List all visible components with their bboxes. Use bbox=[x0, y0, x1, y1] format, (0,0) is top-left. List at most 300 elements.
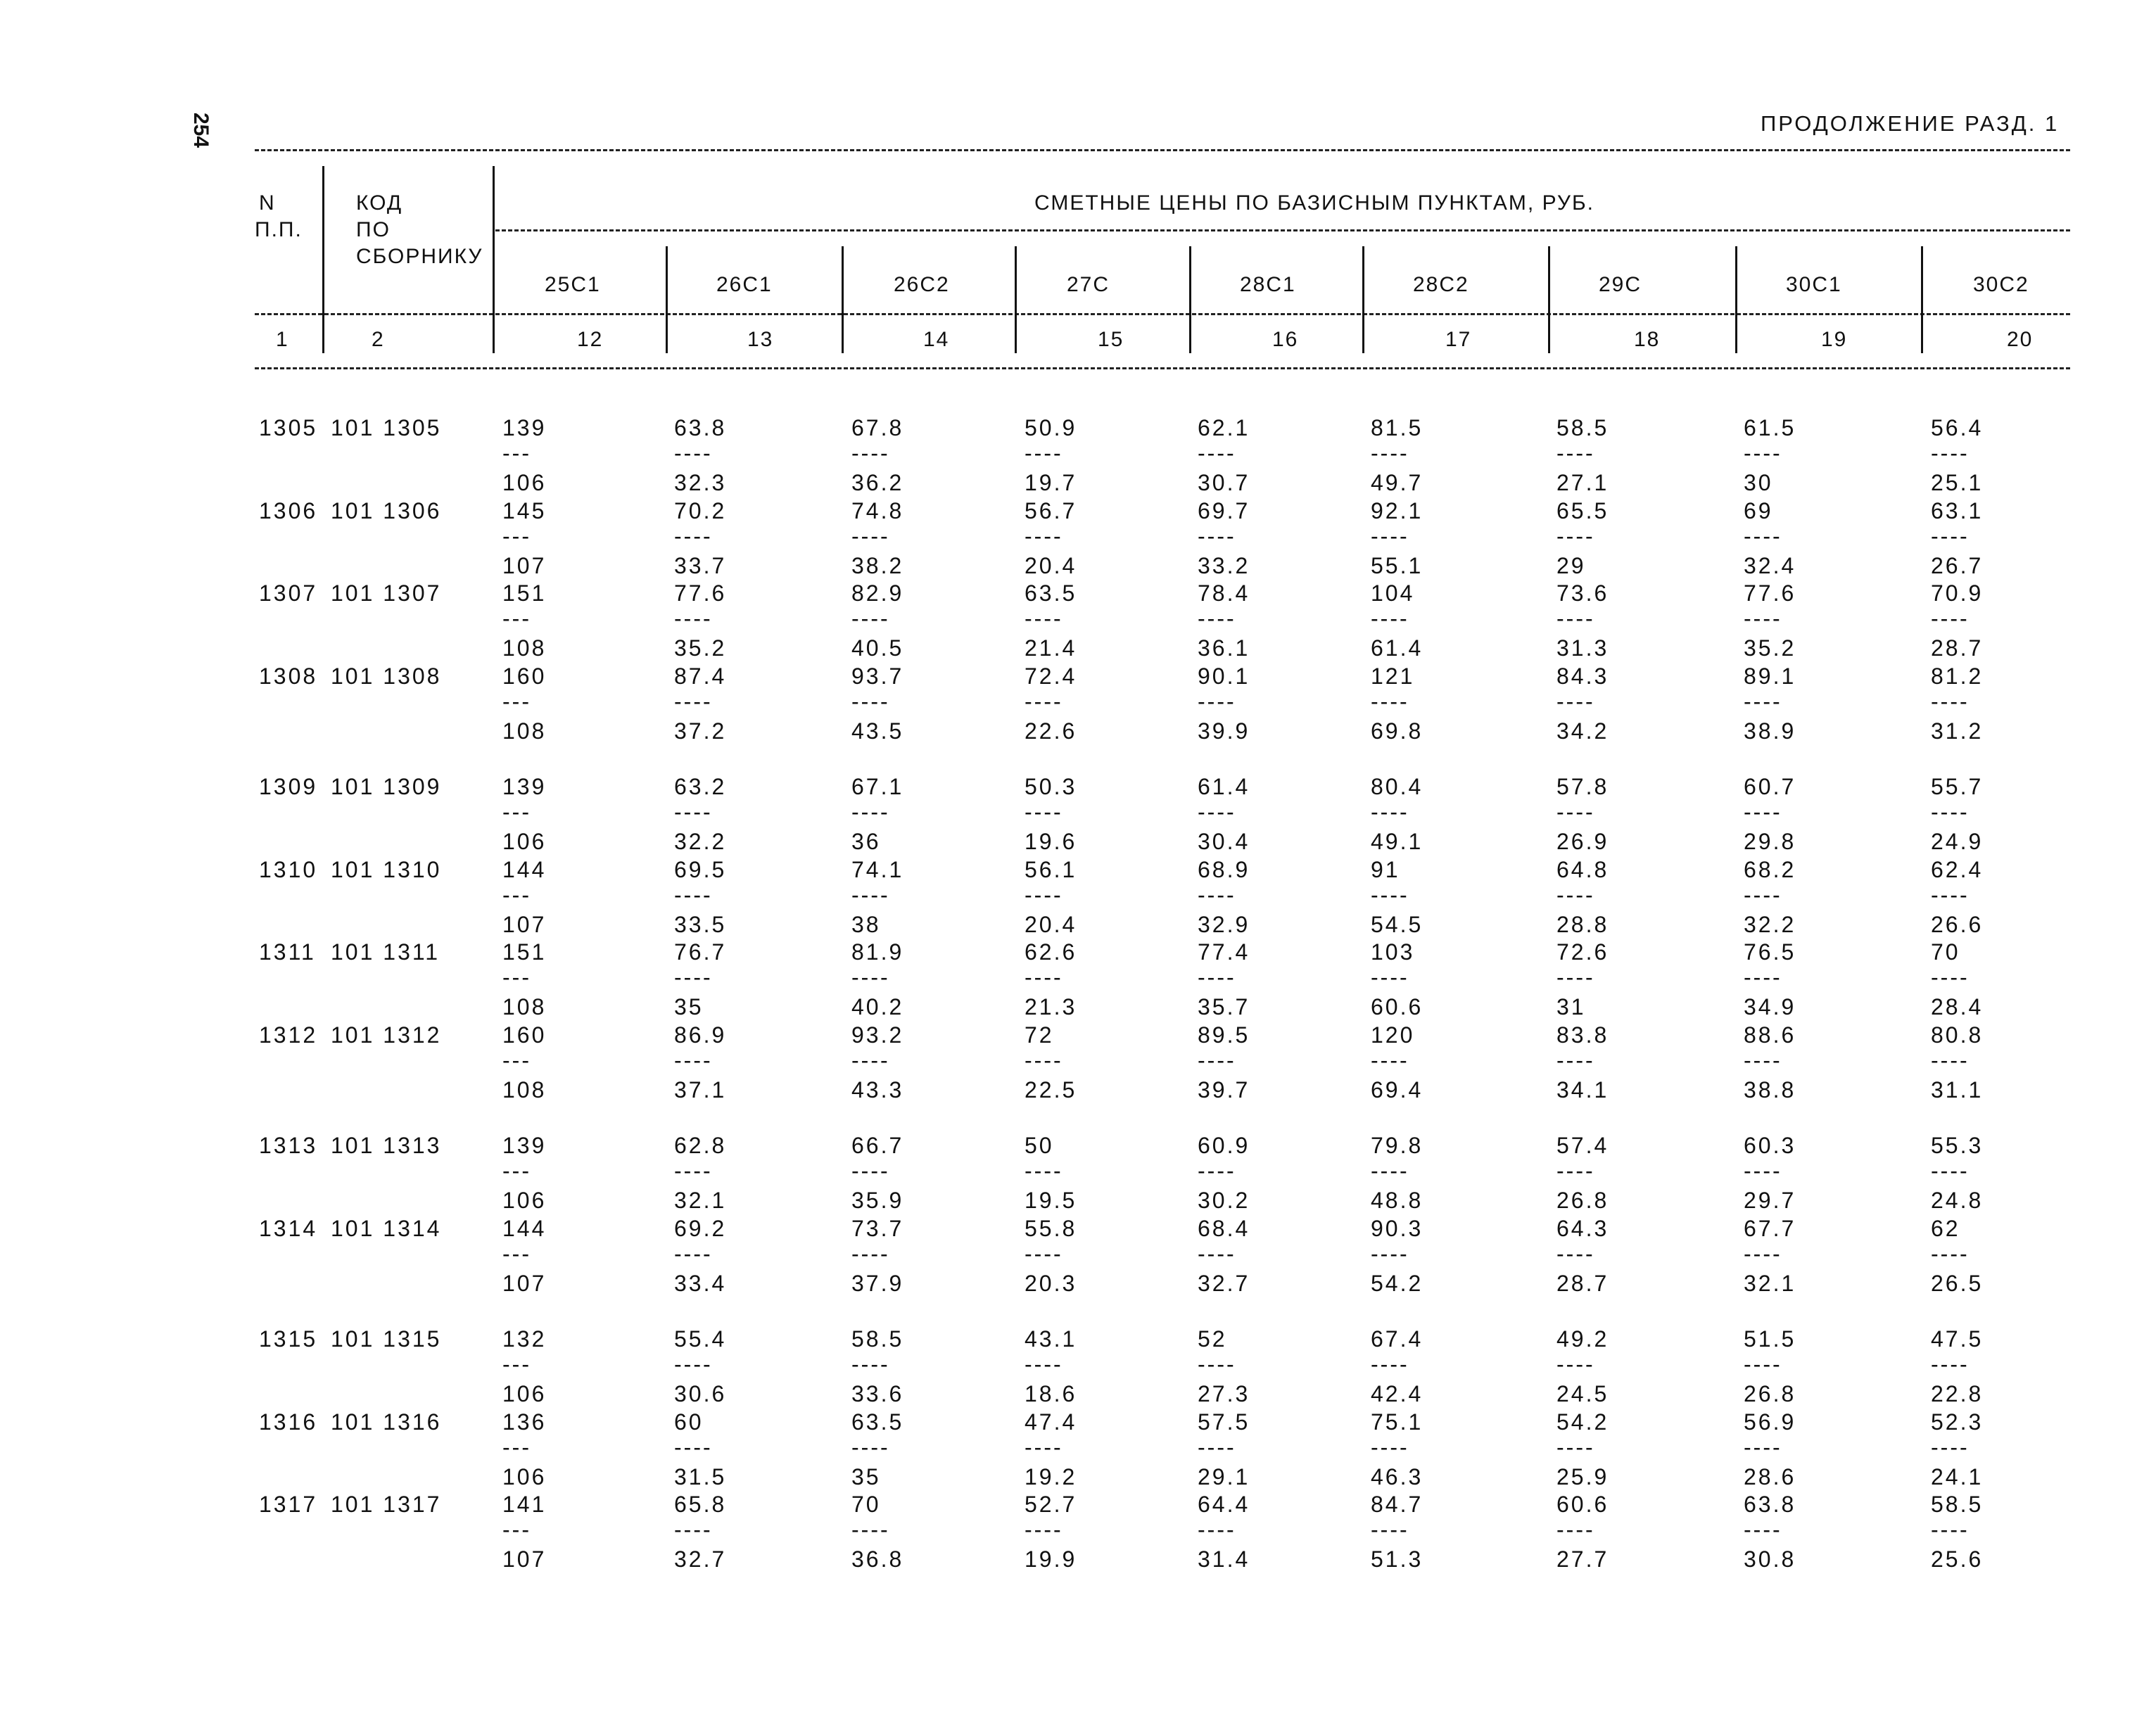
price-bottom: 108 bbox=[502, 994, 547, 1019]
fraction-dash: ---- bbox=[1025, 799, 1063, 825]
price-bottom: 60.6 bbox=[1371, 994, 1423, 1019]
price-bottom: 22.6 bbox=[1025, 718, 1077, 744]
price-bottom: 36.2 bbox=[851, 470, 904, 495]
price-bottom: 20.4 bbox=[1025, 911, 1077, 937]
price-bottom: 26.8 bbox=[1556, 1188, 1609, 1213]
price-top: 84.7 bbox=[1371, 1492, 1423, 1517]
price-top: 81.2 bbox=[1931, 663, 1984, 689]
header-mid-rule bbox=[255, 313, 2070, 315]
price-top: 69.2 bbox=[674, 1215, 727, 1241]
fraction-dash: ---- bbox=[1744, 606, 1782, 631]
price-top: 52.3 bbox=[1931, 1409, 1984, 1435]
fraction-dash: ---- bbox=[1556, 1352, 1595, 1377]
price-bottom: 32.1 bbox=[674, 1188, 727, 1213]
price-bottom: 30.7 bbox=[1198, 470, 1250, 495]
fraction-dash: ---- bbox=[674, 688, 713, 714]
price-column-separator bbox=[1735, 246, 1737, 353]
price-top: 104 bbox=[1371, 580, 1415, 606]
price-bottom: 29.8 bbox=[1744, 829, 1796, 854]
row-code: 101 1312 bbox=[331, 1022, 442, 1048]
fraction-dash: ---- bbox=[674, 1352, 713, 1377]
price-column-separator bbox=[1189, 246, 1191, 353]
price-top: 120 bbox=[1371, 1022, 1415, 1048]
price-top: 49.2 bbox=[1556, 1326, 1609, 1352]
price-bottom: 61.4 bbox=[1371, 635, 1423, 661]
price-bottom: 54.2 bbox=[1371, 1270, 1423, 1296]
price-bottom: 35.2 bbox=[1744, 635, 1796, 661]
fraction-dash: ---- bbox=[1931, 523, 1970, 549]
price-bottom: 24.1 bbox=[1931, 1463, 1984, 1489]
fraction-dash: --- bbox=[502, 1434, 531, 1460]
row-code: 101 1317 bbox=[331, 1492, 442, 1517]
fraction-dash: ---- bbox=[1198, 1047, 1236, 1073]
fraction-dash: ---- bbox=[1744, 1434, 1782, 1460]
price-bottom: 49.7 bbox=[1371, 470, 1423, 495]
price-bottom: 32.2 bbox=[674, 829, 727, 854]
price-bottom: 55.1 bbox=[1371, 552, 1423, 578]
fraction-dash: ---- bbox=[851, 1352, 890, 1377]
price-bottom: 32.7 bbox=[674, 1546, 727, 1572]
fraction-dash: ---- bbox=[1371, 799, 1409, 825]
price-top: 64.3 bbox=[1556, 1215, 1609, 1241]
fraction-dash: ---- bbox=[674, 1517, 713, 1542]
price-bottom: 38 bbox=[851, 911, 881, 937]
price-top: 62.1 bbox=[1198, 415, 1250, 440]
price-bottom: 25.6 bbox=[1931, 1546, 1984, 1572]
fraction-dash: ---- bbox=[1931, 440, 1970, 466]
row-code: 101 1309 bbox=[331, 774, 442, 799]
fraction-dash: --- bbox=[502, 1047, 531, 1073]
price-top: 58.5 bbox=[1556, 415, 1609, 440]
price-bottom: 51.3 bbox=[1371, 1546, 1423, 1572]
price-bottom: 39.9 bbox=[1198, 718, 1250, 744]
fraction-dash: ---- bbox=[1556, 1434, 1595, 1460]
fraction-dash: ---- bbox=[1025, 965, 1063, 990]
row-number: 1309 bbox=[259, 774, 318, 799]
price-bottom: 27.3 bbox=[1198, 1381, 1250, 1406]
point-header: 30С2 bbox=[1973, 273, 2029, 296]
price-top: 50 bbox=[1025, 1133, 1054, 1158]
price-top: 87.4 bbox=[674, 663, 727, 689]
price-top: 60.6 bbox=[1556, 1492, 1609, 1517]
price-column-separator bbox=[1921, 246, 1923, 353]
price-top: 91 bbox=[1371, 856, 1400, 882]
price-bottom: 25.9 bbox=[1556, 1463, 1609, 1489]
price-top: 63.2 bbox=[674, 774, 727, 799]
fraction-dash: ---- bbox=[1744, 882, 1782, 908]
price-top: 56.1 bbox=[1025, 856, 1077, 882]
row-code: 101 1310 bbox=[331, 856, 442, 882]
price-bottom: 108 bbox=[502, 635, 547, 661]
fraction-dash: ---- bbox=[1371, 1240, 1409, 1266]
fraction-dash: ---- bbox=[851, 965, 890, 990]
price-column-separator bbox=[1015, 246, 1017, 353]
row-code: 101 1307 bbox=[331, 580, 442, 606]
fraction-dash: ---- bbox=[851, 606, 890, 631]
price-bottom: 42.4 bbox=[1371, 1381, 1423, 1406]
fraction-dash: ---- bbox=[851, 523, 890, 549]
price-top: 52.7 bbox=[1025, 1492, 1077, 1517]
price-bottom: 35.9 bbox=[851, 1188, 904, 1213]
price-bottom: 31.3 bbox=[1556, 635, 1609, 661]
price-bottom: 28.8 bbox=[1556, 911, 1609, 937]
price-bottom: 32.9 bbox=[1198, 911, 1250, 937]
row-number: 1316 bbox=[259, 1409, 318, 1435]
fraction-dash: ---- bbox=[1371, 882, 1409, 908]
fraction-dash: ---- bbox=[851, 1517, 890, 1542]
fraction-dash: ---- bbox=[851, 799, 890, 825]
fraction-dash: ---- bbox=[1556, 1158, 1595, 1183]
column-number: 18 bbox=[1634, 328, 1661, 351]
fraction-dash: ---- bbox=[1744, 1517, 1782, 1542]
price-bottom: 43.3 bbox=[851, 1076, 904, 1103]
price-bottom: 29.1 bbox=[1198, 1463, 1250, 1489]
fraction-dash: --- bbox=[502, 1158, 531, 1183]
price-top: 50.3 bbox=[1025, 774, 1077, 799]
price-top: 70 bbox=[1931, 939, 1960, 965]
row-number: 1317 bbox=[259, 1492, 318, 1517]
column-number: 15 bbox=[1098, 328, 1124, 351]
price-bottom: 106 bbox=[502, 470, 547, 495]
fraction-dash: ---- bbox=[1744, 799, 1782, 825]
price-top: 57.8 bbox=[1556, 774, 1609, 799]
price-bottom: 34.2 bbox=[1556, 718, 1609, 744]
price-bottom: 36 bbox=[851, 829, 881, 854]
price-top: 51.5 bbox=[1744, 1326, 1796, 1352]
price-bottom: 27.1 bbox=[1556, 470, 1609, 495]
fraction-dash: ---- bbox=[1025, 882, 1063, 908]
price-bottom: 26.5 bbox=[1931, 1270, 1984, 1296]
price-bottom: 26.7 bbox=[1931, 552, 1984, 578]
price-bottom: 69.4 bbox=[1371, 1076, 1423, 1103]
price-bottom: 34.9 bbox=[1744, 994, 1796, 1019]
price-top: 89.5 bbox=[1198, 1022, 1250, 1048]
price-bottom: 30.8 bbox=[1744, 1546, 1796, 1572]
price-top: 58.5 bbox=[1931, 1492, 1984, 1517]
fraction-dash: ---- bbox=[1556, 965, 1595, 990]
price-top: 73.6 bbox=[1556, 580, 1609, 606]
price-top: 139 bbox=[502, 415, 547, 440]
row-code: 101 1305 bbox=[331, 415, 442, 440]
fraction-dash: ---- bbox=[1025, 523, 1063, 549]
price-bottom: 106 bbox=[502, 1381, 547, 1406]
row-code: 101 1314 bbox=[331, 1215, 442, 1241]
price-bottom: 29 bbox=[1556, 552, 1586, 578]
header-top-rule bbox=[255, 149, 2070, 151]
point-header: 29С bbox=[1599, 273, 1642, 296]
price-top: 65.8 bbox=[674, 1492, 727, 1517]
fraction-dash: ---- bbox=[1931, 1240, 1970, 1266]
price-top: 90.1 bbox=[1198, 663, 1250, 689]
fraction-dash: ---- bbox=[674, 1434, 713, 1460]
price-top: 68.2 bbox=[1744, 856, 1796, 882]
price-bottom: 27.7 bbox=[1556, 1546, 1609, 1572]
price-bottom: 40.2 bbox=[851, 994, 904, 1019]
price-bottom: 30.2 bbox=[1198, 1188, 1250, 1213]
fraction-dash: ---- bbox=[1198, 1517, 1236, 1542]
fraction-dash: ---- bbox=[674, 523, 713, 549]
price-bottom: 35 bbox=[674, 994, 704, 1019]
point-header: 28С2 bbox=[1413, 273, 1469, 296]
fraction-dash: ---- bbox=[674, 1158, 713, 1183]
price-top: 47.5 bbox=[1931, 1326, 1984, 1352]
point-header: 28С1 bbox=[1240, 273, 1296, 296]
fraction-dash: ---- bbox=[1556, 1240, 1595, 1266]
fraction-dash: --- bbox=[502, 965, 531, 990]
fraction-dash: ---- bbox=[674, 799, 713, 825]
price-bottom: 22.8 bbox=[1931, 1381, 1984, 1406]
fraction-dash: ---- bbox=[1371, 1434, 1409, 1460]
price-top: 63.1 bbox=[1931, 497, 1984, 523]
fraction-dash: ---- bbox=[1744, 440, 1782, 466]
price-bottom: 31.5 bbox=[674, 1463, 727, 1489]
price-bottom: 20.4 bbox=[1025, 552, 1077, 578]
price-top: 81.5 bbox=[1371, 415, 1423, 440]
price-bottom: 40.5 bbox=[851, 635, 904, 661]
price-bottom: 24.5 bbox=[1556, 1381, 1609, 1406]
price-top: 74.8 bbox=[851, 497, 904, 523]
fraction-dash: ---- bbox=[1931, 1352, 1970, 1377]
price-bottom: 29.7 bbox=[1744, 1188, 1796, 1213]
fraction-dash: ---- bbox=[1744, 1158, 1782, 1183]
price-bottom: 33.5 bbox=[674, 911, 727, 937]
price-top: 50.9 bbox=[1025, 415, 1077, 440]
price-top: 75.1 bbox=[1371, 1409, 1423, 1435]
price-top: 93.2 bbox=[851, 1022, 904, 1048]
price-bottom: 35.7 bbox=[1198, 994, 1250, 1019]
header-bottom-rule bbox=[255, 367, 2070, 369]
price-bottom: 32.3 bbox=[674, 470, 727, 495]
price-bottom: 48.8 bbox=[1371, 1188, 1423, 1213]
column-number: 2 bbox=[372, 328, 385, 351]
price-top: 144 bbox=[502, 1215, 547, 1241]
fraction-dash: ---- bbox=[1371, 1158, 1409, 1183]
price-bottom: 26.9 bbox=[1556, 829, 1609, 854]
price-bottom: 18.6 bbox=[1025, 1381, 1077, 1406]
fraction-dash: ---- bbox=[674, 1047, 713, 1073]
price-bottom: 107 bbox=[502, 1546, 547, 1572]
row-number: 1313 bbox=[259, 1133, 318, 1158]
price-bottom: 33.7 bbox=[674, 552, 727, 578]
fraction-dash: ---- bbox=[851, 882, 890, 908]
price-bottom: 24.8 bbox=[1931, 1188, 1984, 1213]
header-code-label-3: СБОРНИКУ bbox=[356, 245, 483, 268]
fraction-dash: ---- bbox=[1025, 1434, 1063, 1460]
fraction-dash: --- bbox=[502, 882, 531, 908]
header-n-label: N bbox=[259, 191, 276, 215]
price-top: 64.8 bbox=[1556, 856, 1609, 882]
row-code: 101 1311 bbox=[331, 939, 440, 965]
price-bottom: 31 bbox=[1556, 994, 1586, 1019]
price-bottom: 19.2 bbox=[1025, 1463, 1077, 1489]
price-top: 69.5 bbox=[674, 856, 727, 882]
fraction-dash: ---- bbox=[1198, 882, 1236, 908]
fraction-dash: ---- bbox=[1371, 1047, 1409, 1073]
price-bottom: 21.3 bbox=[1025, 994, 1077, 1019]
price-top: 63.5 bbox=[851, 1409, 904, 1435]
fraction-dash: ---- bbox=[1025, 440, 1063, 466]
price-bottom: 36.1 bbox=[1198, 635, 1250, 661]
price-bottom: 46.3 bbox=[1371, 1463, 1423, 1489]
price-bottom: 19.7 bbox=[1025, 470, 1077, 495]
fraction-dash: --- bbox=[502, 799, 531, 825]
price-bottom: 24.9 bbox=[1931, 829, 1984, 854]
header-pp-label: П.П. bbox=[255, 218, 303, 241]
price-top: 64.4 bbox=[1198, 1492, 1250, 1517]
price-top: 67.8 bbox=[851, 415, 904, 440]
price-top: 76.7 bbox=[674, 939, 727, 965]
price-top: 160 bbox=[502, 1022, 547, 1048]
fraction-dash: ---- bbox=[1371, 606, 1409, 631]
price-bottom: 106 bbox=[502, 829, 547, 854]
price-top: 55.8 bbox=[1025, 1215, 1077, 1241]
price-bottom: 35 bbox=[851, 1463, 881, 1489]
price-top: 54.2 bbox=[1556, 1409, 1609, 1435]
price-top: 62.6 bbox=[1025, 939, 1077, 965]
fraction-dash: ---- bbox=[1556, 523, 1595, 549]
price-top: 62 bbox=[1931, 1215, 1960, 1241]
fraction-dash: ---- bbox=[1025, 1352, 1063, 1377]
row-number: 1315 bbox=[259, 1326, 318, 1352]
fraction-dash: ---- bbox=[1556, 1047, 1595, 1073]
sep-code-prices bbox=[493, 166, 495, 353]
price-top: 132 bbox=[502, 1326, 547, 1352]
price-top: 58.5 bbox=[851, 1326, 904, 1352]
row-number: 1312 bbox=[259, 1022, 318, 1048]
row-number: 1305 bbox=[259, 415, 318, 440]
price-top: 80.8 bbox=[1931, 1022, 1984, 1048]
price-bottom: 19.6 bbox=[1025, 829, 1077, 854]
fraction-dash: ---- bbox=[1025, 1047, 1063, 1073]
fraction-dash: ---- bbox=[1931, 882, 1970, 908]
price-bottom: 25.1 bbox=[1931, 470, 1984, 495]
fraction-dash: ---- bbox=[1931, 965, 1970, 990]
price-bottom: 26.8 bbox=[1744, 1381, 1796, 1406]
price-top: 63.8 bbox=[1744, 1492, 1796, 1517]
price-bottom: 26.6 bbox=[1931, 911, 1984, 937]
price-top: 67.1 bbox=[851, 774, 904, 799]
row-number: 1314 bbox=[259, 1215, 318, 1241]
point-header: 26С1 bbox=[716, 273, 773, 296]
fraction-dash: ---- bbox=[1198, 1352, 1236, 1377]
point-header: 30С1 bbox=[1786, 273, 1842, 296]
price-top: 63.5 bbox=[1025, 580, 1077, 606]
fraction-dash: ---- bbox=[1931, 688, 1970, 714]
fraction-dash: ---- bbox=[1371, 688, 1409, 714]
price-top: 151 bbox=[502, 580, 547, 606]
fraction-dash: --- bbox=[502, 523, 531, 549]
price-top: 103 bbox=[1371, 939, 1415, 965]
price-bottom: 33.6 bbox=[851, 1381, 904, 1406]
price-bottom: 49.1 bbox=[1371, 829, 1423, 854]
price-bottom: 38.9 bbox=[1744, 718, 1796, 744]
price-top: 141 bbox=[502, 1492, 547, 1517]
fraction-dash: ---- bbox=[1025, 1517, 1063, 1542]
fraction-dash: ---- bbox=[1371, 1517, 1409, 1542]
price-bottom: 106 bbox=[502, 1188, 547, 1213]
price-top: 93.7 bbox=[851, 663, 904, 689]
fraction-dash: ---- bbox=[1556, 882, 1595, 908]
fraction-dash: ---- bbox=[1025, 1240, 1063, 1266]
price-bottom: 38.8 bbox=[1744, 1076, 1796, 1103]
header-code-label-1: КОД bbox=[356, 191, 403, 215]
price-top: 60 bbox=[674, 1409, 704, 1435]
price-top: 74.1 bbox=[851, 856, 904, 882]
fraction-dash: --- bbox=[502, 606, 531, 631]
price-top: 67.7 bbox=[1744, 1215, 1796, 1241]
price-top: 136 bbox=[502, 1409, 547, 1435]
fraction-dash: ---- bbox=[1931, 1434, 1970, 1460]
price-top: 82.9 bbox=[851, 580, 904, 606]
price-top: 77.6 bbox=[1744, 580, 1796, 606]
fraction-dash: --- bbox=[502, 1352, 531, 1377]
point-header: 25С1 bbox=[545, 273, 601, 296]
header-code-label-2: ПО bbox=[356, 218, 391, 241]
price-top: 139 bbox=[502, 774, 547, 799]
fraction-dash: ---- bbox=[1931, 799, 1970, 825]
price-column-separator bbox=[1548, 246, 1550, 353]
price-top: 76.5 bbox=[1744, 939, 1796, 965]
price-bottom: 30 bbox=[1744, 470, 1773, 495]
price-bottom: 28.6 bbox=[1744, 1463, 1796, 1489]
fraction-dash: --- bbox=[502, 1517, 531, 1542]
price-top: 55.4 bbox=[674, 1326, 727, 1352]
price-top: 73.7 bbox=[851, 1215, 904, 1241]
price-top: 78.4 bbox=[1198, 580, 1250, 606]
price-bottom: 39.7 bbox=[1198, 1076, 1250, 1103]
price-top: 77.4 bbox=[1198, 939, 1250, 965]
price-top: 72 bbox=[1025, 1022, 1054, 1048]
fraction-dash: ---- bbox=[1198, 688, 1236, 714]
price-top: 55.7 bbox=[1931, 774, 1984, 799]
price-top: 52 bbox=[1198, 1326, 1227, 1352]
price-bottom: 32.1 bbox=[1744, 1270, 1796, 1296]
header-group-title: СМЕТНЫЕ ЦЕНЫ ПО БАЗИСНЫМ ПУНКТАМ, РУБ. bbox=[1034, 191, 1594, 215]
price-top: 70.9 bbox=[1931, 580, 1984, 606]
price-top: 68.4 bbox=[1198, 1215, 1250, 1241]
fraction-dash: ---- bbox=[1744, 523, 1782, 549]
row-number: 1306 bbox=[259, 497, 318, 523]
price-bottom: 107 bbox=[502, 911, 547, 937]
row-number: 1308 bbox=[259, 663, 318, 689]
fraction-dash: ---- bbox=[1931, 1047, 1970, 1073]
row-number: 1307 bbox=[259, 580, 318, 606]
fraction-dash: ---- bbox=[1556, 799, 1595, 825]
fraction-dash: ---- bbox=[851, 1158, 890, 1183]
column-number: 14 bbox=[923, 328, 950, 351]
fraction-dash: ---- bbox=[1198, 523, 1236, 549]
price-column-separator bbox=[842, 246, 844, 353]
price-bottom: 21.4 bbox=[1025, 635, 1077, 661]
price-bottom: 107 bbox=[502, 552, 547, 578]
fraction-dash: ---- bbox=[674, 1240, 713, 1266]
price-top: 61.4 bbox=[1198, 774, 1250, 799]
price-top: 68.9 bbox=[1198, 856, 1250, 882]
price-bottom: 69.8 bbox=[1371, 718, 1423, 744]
fraction-dash: ---- bbox=[1556, 606, 1595, 631]
fraction-dash: ---- bbox=[674, 606, 713, 631]
price-column-separator bbox=[1362, 246, 1364, 353]
price-top: 60.7 bbox=[1744, 774, 1796, 799]
price-top: 55.3 bbox=[1931, 1133, 1984, 1158]
fraction-dash: ---- bbox=[851, 1240, 890, 1266]
price-top: 60.3 bbox=[1744, 1133, 1796, 1158]
price-top: 80.4 bbox=[1371, 774, 1423, 799]
price-bottom: 108 bbox=[502, 1076, 547, 1103]
price-bottom: 22.5 bbox=[1025, 1076, 1077, 1103]
fraction-dash: ---- bbox=[1371, 523, 1409, 549]
fraction-dash: ---- bbox=[1744, 965, 1782, 990]
